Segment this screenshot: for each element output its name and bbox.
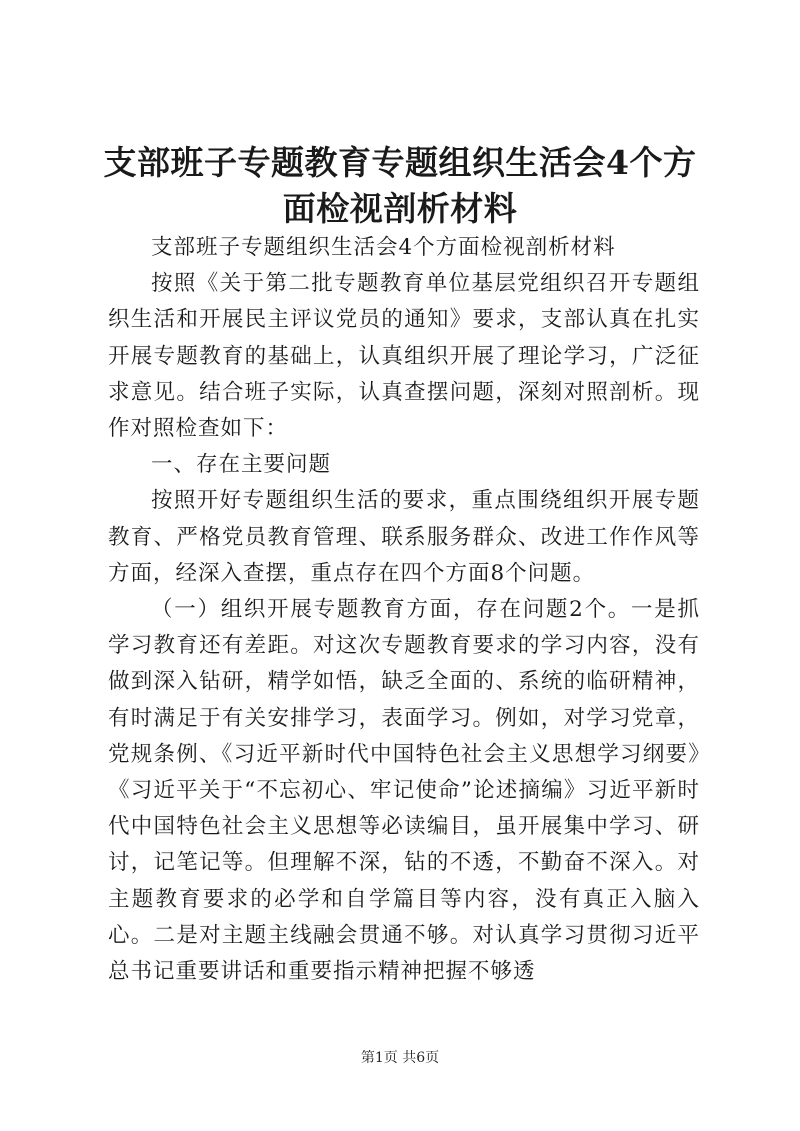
subtitle-paragraph: 支部班子专题组织生活会4个方面检视剖析材料 xyxy=(151,235,616,260)
intro-paragraph: 按照《关于第二批专题教育单位基层党组织召开专题组织生活和开展民主评议党员的通知》要求，支部认真在扎实开展专题教育的基础上，认真组织开展了理论学习，广泛征求意见。结合班子实际，认真查摆问题，深刻对照剖析。现作对照检查如下： xyxy=(108,271,700,442)
detail-paragraph: （一）组织开展专题教育方面，存在问题2个。一是抓学习教育还有差距。对这次专题教育要求的学习内容，没有做到深入钻研，精学如悟，缺乏全面的、系统的临研精神，有时满足于有关安排学习，表面学习。例如，对学习党章，党规条例、《习近平新时代中国特色社会主义思想学习纲要》《习近平关于“不忘初心、牢记使命”论述摘编》习近平新时代中国特色社会主义思想等必读编目，虽开展集中学习、研讨，记笔记等。但理解不深，钻的不透，不勤奋不深入。对主题教育要求的必学和自学篇目等内容，没有真正入脑入心。二是对主题主线融会贯通不够。对认真学习贯彻习近平总书记重要讲话和重要指示精神把握不够透 xyxy=(108,597,700,985)
document-body xyxy=(108,230,700,990)
section-paragraph: 按照开好专题组织生活的要求，重点围绕组织开展专题教育、严格党员教育管理、联系服务群众、改进工作作风等方面，经深入查摆，重点存在四个方面8个问题。 xyxy=(108,488,700,586)
document-title: 支部班子专题教育专题组织生活会4个方面检视剖析材料 xyxy=(103,143,697,228)
section-heading: 一、存在主要问题 xyxy=(151,452,332,478)
page-number: 第1页 共6页 xyxy=(360,1050,440,1066)
